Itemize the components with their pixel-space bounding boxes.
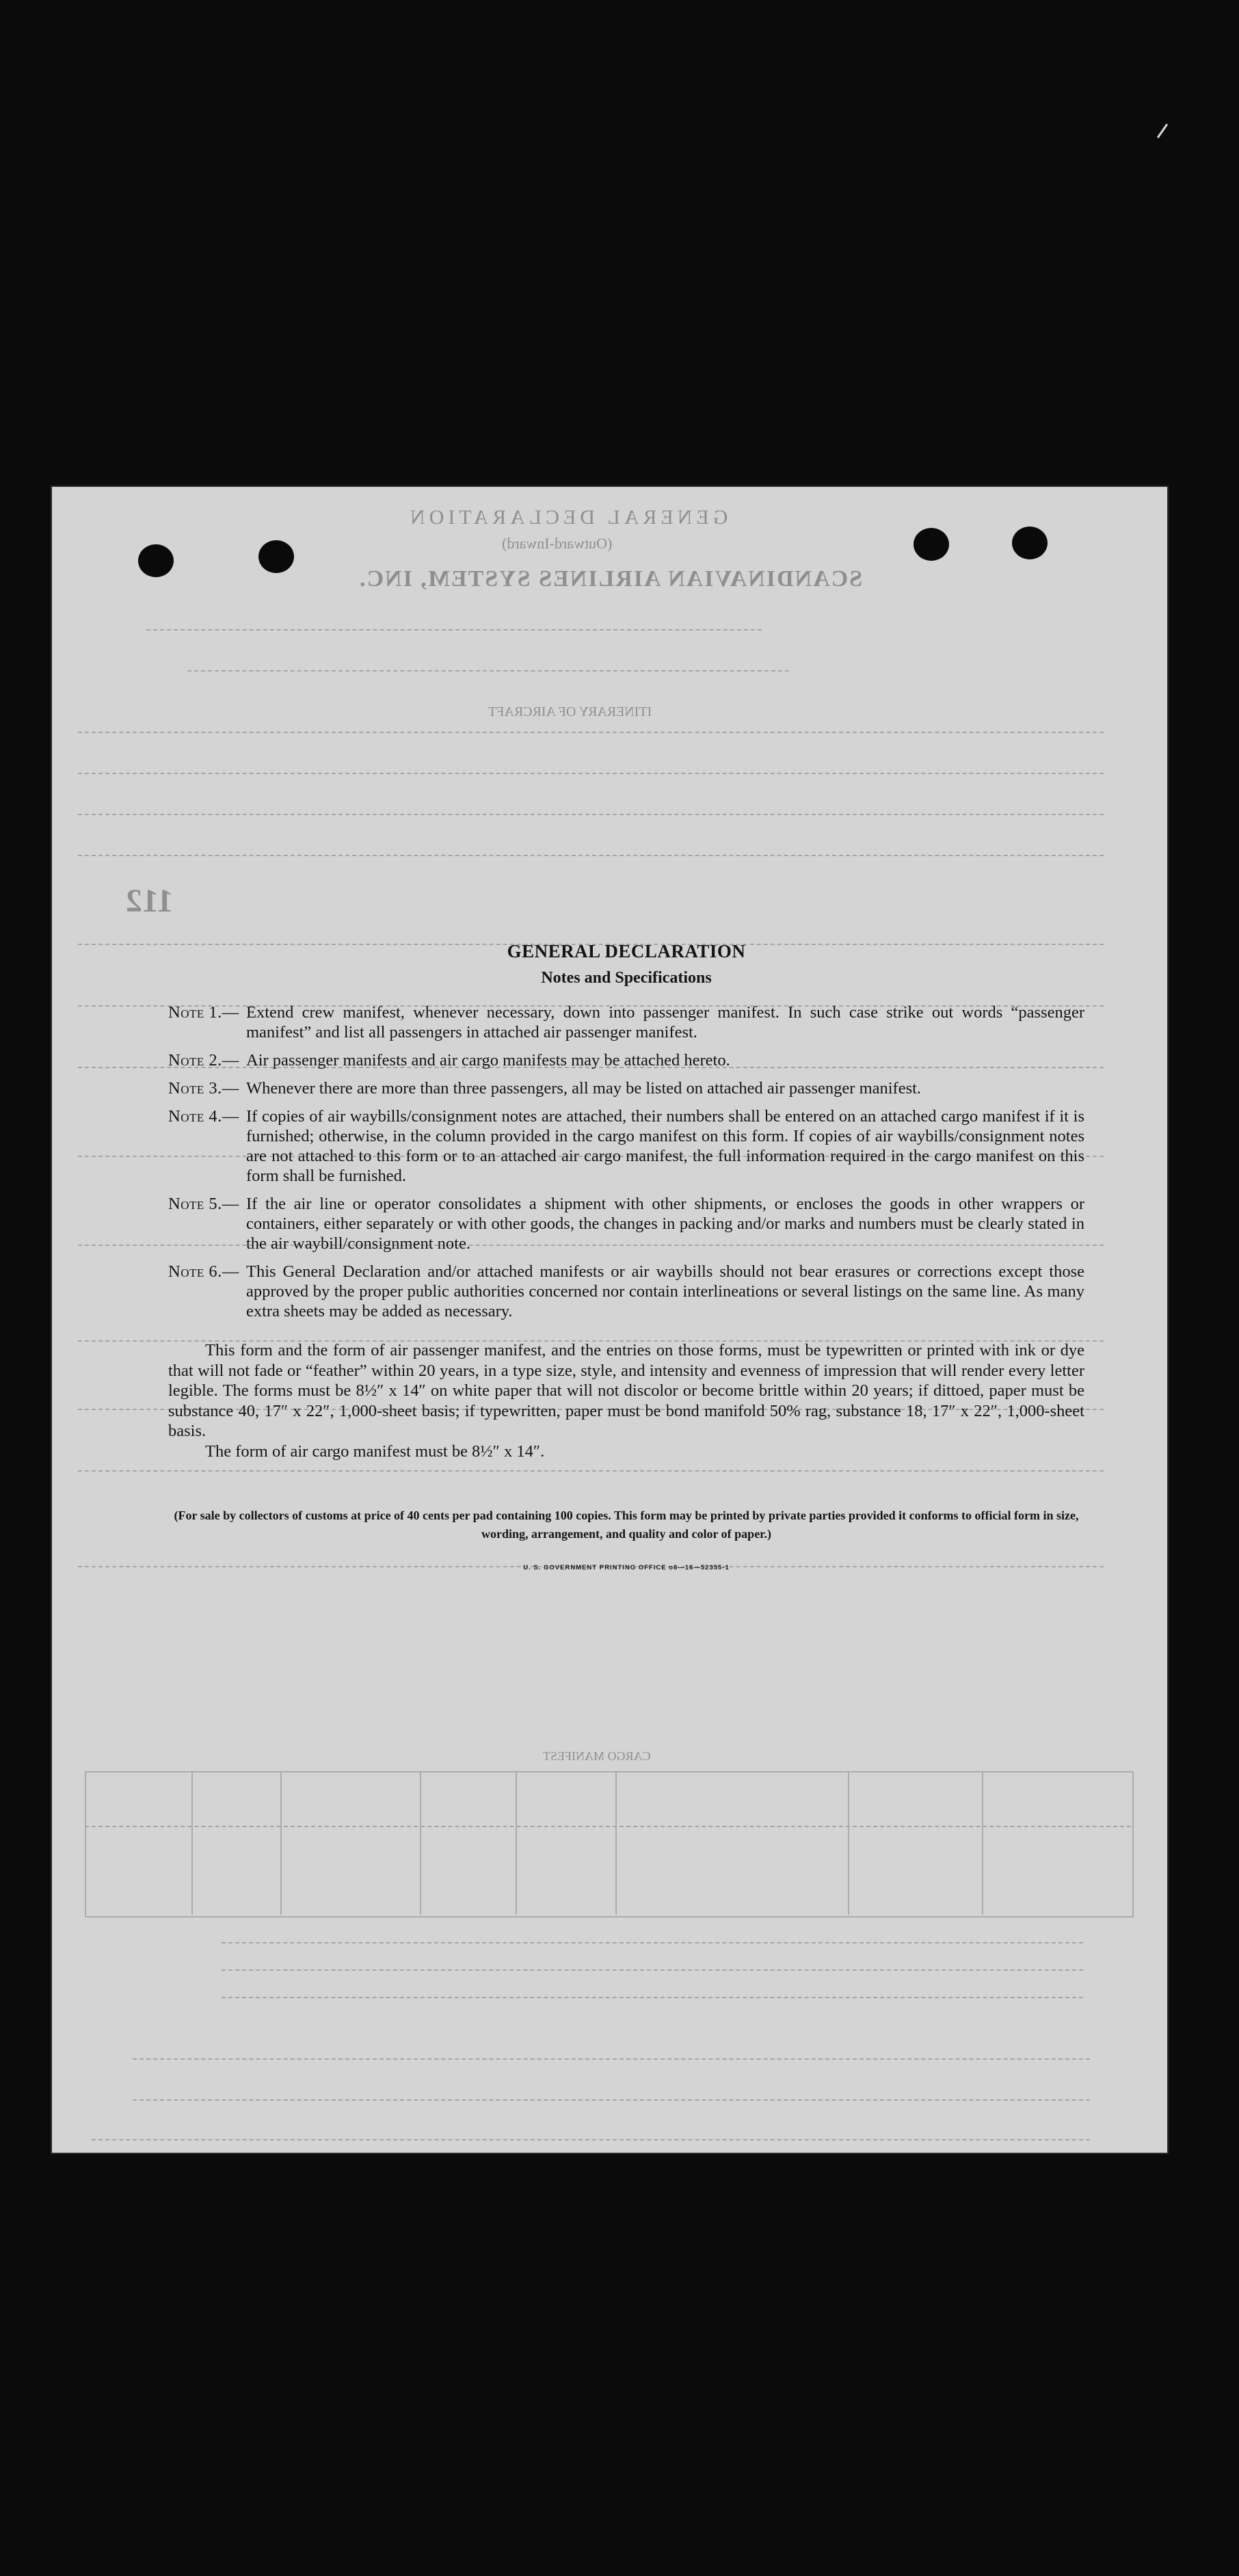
punch-hole bbox=[258, 540, 294, 573]
note-text: This General Declaration and/or attached manifests or air waybills should not bear erasures or corrections except those approved by the proper public authorities concerned nor contain interlineations or several listings on the same line. As many extra sheets may be added as necessary. bbox=[246, 1262, 1084, 1320]
note-text: If the air line or operator consolidates a shipment with other shipments, or encloses the goods in other wrappers or containers, either separately or with other goods, the changes in packing and/or marks and numbers must be clearly stated in the air waybill/consignment note. bbox=[246, 1195, 1084, 1253]
note-1 bbox=[168, 1002, 1084, 1042]
note-label: Note 2.— bbox=[168, 1051, 239, 1070]
note-label: Note 1.— bbox=[168, 1003, 239, 1022]
note-label: Note 5.— bbox=[168, 1195, 239, 1213]
specification-paragraph: This form and the form of air passenger manifest, and the entries on those forms, must be typewritten or printed with ink or dye that will not fade or “feather” within 20 years, in a type size, style, and intensity and evenness of impression that will render every letter legible. The forms must be 8½″ x 14″ on white paper that will not discolor or become brittle within 20 years; if dittoed, paper must be substance 40, 17″ x 22″, 1,000-sheet basis; if typewritten, paper must be bond manifold 50% rag, substance 18, 17″ x 22″, 1,000-sheet basis. bbox=[168, 1341, 1084, 1440]
punch-hole bbox=[1012, 527, 1048, 559]
page-title: GENERAL DECLARATION bbox=[507, 941, 746, 961]
document-page: GENERAL DECLARATION (Outward-Inward) SCANDINAVIAN AIRLINES SYSTEM, INC. ITINERARY OF AIRCRAFT 112 CARGO MANIFEST GENERAL DECLARATION Notes and Specifications Note 1.— Extend crew manifest, whenever necessary, down into passenger manifest. In such case strike out words “passenger manifest” and list all passengers in attached air passenger manifest. Note 2.— Air passenger manifests and air cargo manifests may be attached hereto. Note 3.— Whenever there are more than three passengers, all may be listed on attached air passenger manifest. Note 4.— If copies of air waybills/consignment notes are attached, their numbers shall be entered on an attached cargo manifest if it is furnished; otherwise, in the column provided in the cargo manifest on this form. If copies of air waybills/consignment notes are not attached to this form or to an attached air cargo manifest, the full information required in the cargo manifest on this form shall be furnished. Note 5.— If the air line or operator consolidates a shipment with other shipments, or encloses the goods in other wrappers or containers, either separately or with other goods, the changes in packing and/or marks and numbers must be clearly stated in the air waybill/consignment note. Note 6.— This General Declaration and/or attached manifests or air waybills should not bear erasures or corrections except those approved by the proper public authorities concerned nor contain interlineations or several listings on the same line. As many extra sheets may be added as necessary. This form and the form of air passenger manifest, and the entries on those forms, must be typewritten or printed with ink or dye that will not fade or “feather” within 20 years, in a type size, style, and intensity and evenness of impression that will render every letter legible. The forms must be 8½″ x 14″ on white paper that will not discolor or become brittle within 20 years; if dittoed, paper must be substance 40, 17″ x 22″, 1,000-sheet basis; if typewritten, paper must be bond manifold 50% rag, substance 18, 17″ x 22″, 1,000-sheet basis. The form of air cargo manifest must be 8½″ x 14″. (For sale by collectors of customs at price of 40 cents per pad containing 100 copies. This form may be printed by private parties provided it conforms to official form in size, wording, arrangement, and quality and color of paper.) U. S. GOVERNMENT PRINTING OFFICE o6—16—52355-1 bbox=[51, 486, 1169, 2154]
punch-hole bbox=[914, 528, 949, 561]
sale-notice: (For sale by collectors of customs at price of 40 cents per pad containing 100 copies. This form may be printed by private parties provided it conforms to official form in size, wording, arrangement, and quality and color of paper.) bbox=[174, 1509, 1079, 1541]
note-text: Whenever there are more than three passengers, all may be listed on attached air passenger manifest. bbox=[246, 1079, 922, 1098]
note-2 bbox=[168, 1050, 1084, 1070]
punch-hole bbox=[138, 544, 174, 577]
printing-office-line: U. S. GOVERNMENT PRINTING OFFICE o6—16—52355-1 bbox=[523, 1564, 730, 1571]
page-subtitle: Notes and Specifications bbox=[541, 969, 712, 987]
cargo-manifest-size-line: The form of air cargo manifest must be 8½″ x 14″. bbox=[205, 1442, 545, 1461]
note-6 bbox=[168, 1262, 1084, 1321]
notes-section bbox=[168, 941, 1084, 1571]
note-label: Note 6.— bbox=[168, 1262, 239, 1281]
note-label: Note 4.— bbox=[168, 1107, 239, 1126]
scan-corner-mark bbox=[1157, 124, 1168, 138]
note-text: If copies of air waybills/consignment notes are attached, their numbers shall be entered on an attached cargo manifest if it is furnished; otherwise, in the column provided in the cargo manifest on this form. If copies of air waybills/consignment notes are not attached to this form or to an attached air cargo manifest, the full information required in the cargo manifest on this form shall be furnished. bbox=[246, 1107, 1084, 1185]
note-5 bbox=[168, 1194, 1084, 1253]
note-4 bbox=[168, 1106, 1084, 1186]
note-text: Air passenger manifests and air cargo manifests may be attached hereto. bbox=[246, 1051, 730, 1070]
note-text: Extend crew manifest, whenever necessary, down into passenger manifest. In such case strike out words “passenger manifest” and list all passengers in attached air passenger manifest. bbox=[246, 1003, 1084, 1041]
note-label: Note 3.— bbox=[168, 1079, 239, 1098]
note-3 bbox=[168, 1078, 1084, 1098]
